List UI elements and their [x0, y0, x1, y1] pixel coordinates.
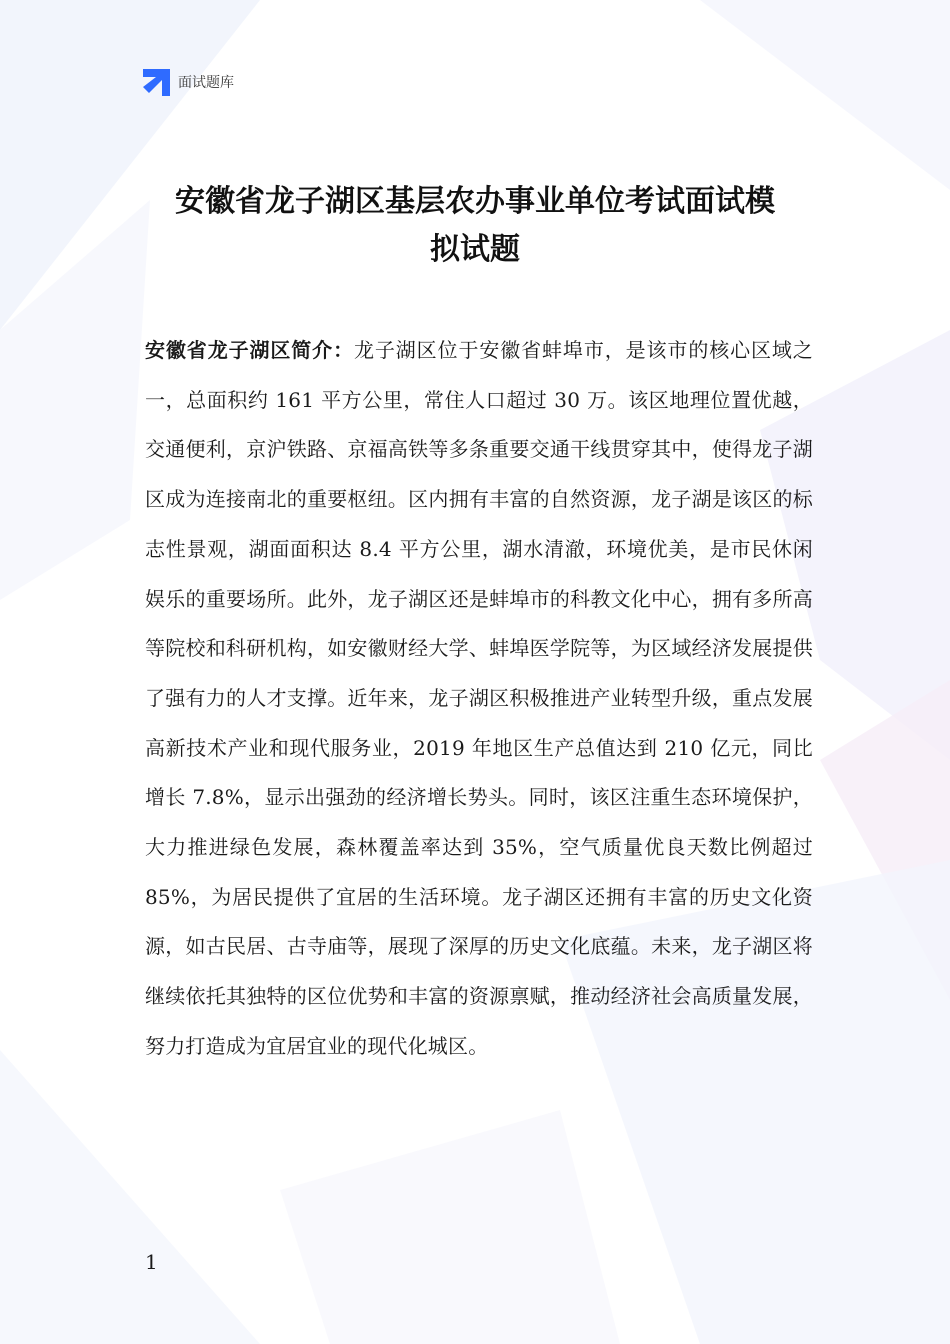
arrow-up-right-icon	[143, 69, 170, 96]
page-number: 1	[145, 1250, 158, 1274]
body-text: 龙子湖区位于安徽省蚌埠市，是该市的核心区域之一，总面积约 161 平方公里，常住人口超过 30 万。该区地理位置优越，交通便利，京沪铁路、京福高铁等多条重要交通干线贯穿其中，使得龙子湖区成为连接南北的重要枢纽。区内拥有丰富的自然资源，龙子湖是该区的标志性景观，湖面面积达 8.4 平方公里，湖水清澈，环境优美，是市民休闲娱乐的重要场所。此外，龙子湖区还是蚌埠市的科教文化中心，拥有多所高等院校和科研机构，如安徽财经大学、蚌埠医学院等，为区域经济发展提供了强有力的人才支撑。近年来，龙子湖区积极推进产业转型升级，重点发展高新技术产业和现代服务业，2019 年地区生产总值达到 210 亿元，同比增长 7.8%，显示出强劲的经济增长势头。同时，该区注重生态环境保护，大力推进绿色发展，森林覆盖率达到 35%，空气质量优良天数比例超过 85%，为居民提供了宜居的生活环境。龙子湖区还拥有丰富的历史文化资源，如古民居、古寺庙等，展现了深厚的历史文化底蕴。未来，龙子湖区将继续依托其独特的区位优势和丰富的资源禀赋，推动经济社会高质量发展，努力打造成为宜居宜业的现代化城区。	[145, 338, 813, 1058]
document-title	[120, 178, 830, 274]
title-line-2: 拟试题	[430, 232, 520, 267]
brand-name: 面试题库	[178, 75, 234, 91]
header	[143, 68, 234, 96]
title-line-1: 安徽省龙子湖区基层农办事业单位考试面试模	[175, 184, 775, 219]
lead-heading: 安徽省龙子湖区简介：	[145, 338, 354, 362]
body-paragraph	[145, 326, 813, 1072]
